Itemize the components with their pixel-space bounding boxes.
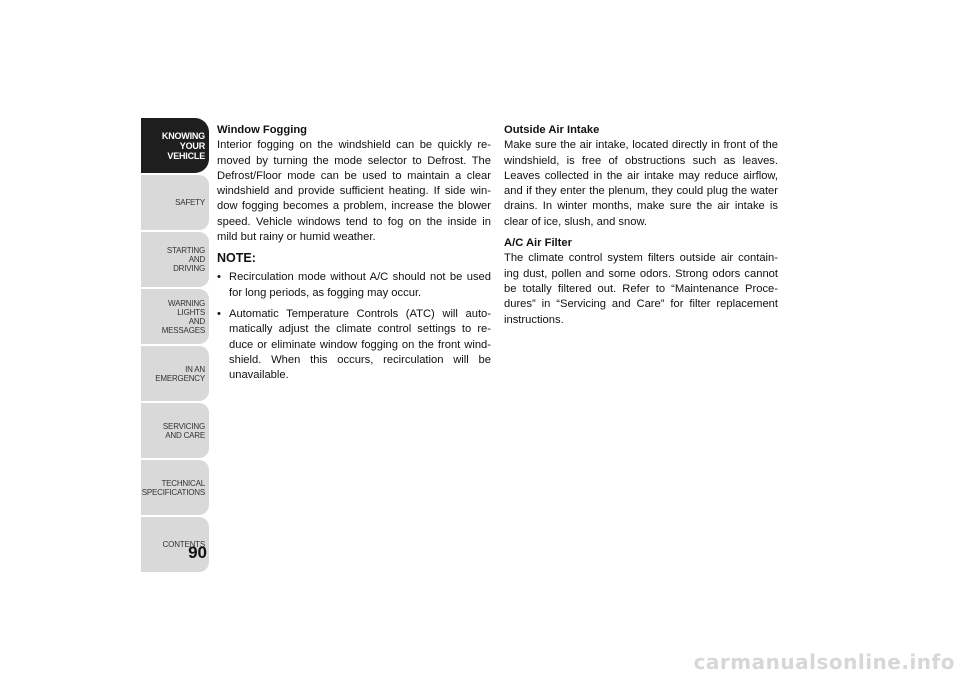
tab-technical-specifications[interactable]: [141, 460, 209, 515]
note-heading: NOTE:: [217, 251, 256, 266]
tab-warning-lights-and-messages[interactable]: [141, 289, 209, 344]
ac-air-filter-paragraph: The climate control system filters outside air contain-ing dust, pollen and some odors. Strong odors cannot be totally filtered out. Refer to “Maintenance Proce-dures” in “Servicing and Care” for filter replacement instructions.: [504, 252, 778, 326]
note-text: • Automatic Temperature Controls (ATC) will auto-matically adjust the climate control settings to re-duce or eliminate window fogging on the front wind-shield. When this occurs, recirculation will be unavailable.: [229, 307, 491, 382]
tab-label: CONTENTS: [162, 540, 205, 549]
section-heading-ac-air-filter: A/C Air Filter: [504, 237, 572, 250]
window-fogging-paragraph: Interior fogging on the windshield can be quickly re-moved by turning the mode selector to Defrost. The Defrost/Floor mode can be used to maintain a clear windshield and provide sufficient heating. If side win-dow fogging becomes a problem, increase the blower speed. Vehicle windows tend to fog on the inside in mild but rainy or humid weather.: [217, 139, 491, 244]
page-number: 90: [188, 543, 207, 562]
tab-safety[interactable]: [141, 175, 209, 230]
tab-knowing-your-vehicle[interactable]: [141, 118, 209, 173]
tab-starting-and-driving[interactable]: [141, 232, 209, 287]
section-tabs: [141, 118, 209, 574]
left-column: [217, 123, 491, 389]
note-text: • Recirculation mode without A/C should not be used for long periods, as fogging may occur.: [229, 271, 491, 299]
list-item: [217, 307, 491, 383]
note-list: [217, 270, 491, 383]
tab-in-an-emergency[interactable]: [141, 346, 209, 401]
watermark: carmanualsonline.info: [693, 650, 955, 674]
tab-label: STARTING AND DRIVING: [166, 246, 205, 273]
outside-air-intake-paragraph: Make sure the air intake, located directly in front of the windshield, is free of obstructions such as leaves. Leaves collected in the air intake may reduce airflow, and if they enter the plenum, they could plug the water drains. In winter months, make sure the air intake is clear of ice, slush, and snow.: [504, 139, 778, 228]
tab-label: WARNING LIGHTS AND MESSAGES: [161, 298, 205, 335]
section-heading-outside-air-intake: Outside Air Intake: [504, 124, 600, 136]
tab-label: KNOWING YOUR VEHICLE: [161, 130, 205, 161]
right-column: [504, 123, 778, 334]
list-item: [217, 270, 491, 301]
tab-label: IN AN EMERGENCY: [155, 364, 205, 383]
tab-label: SAFETY: [175, 198, 205, 207]
tab-servicing-and-care[interactable]: [141, 403, 209, 458]
section-heading-window-fogging: Window Fogging: [217, 124, 307, 136]
tab-label: SERVICING AND CARE: [162, 421, 205, 440]
tab-label: TECHNICAL SPECIFICATIONS: [141, 478, 205, 497]
